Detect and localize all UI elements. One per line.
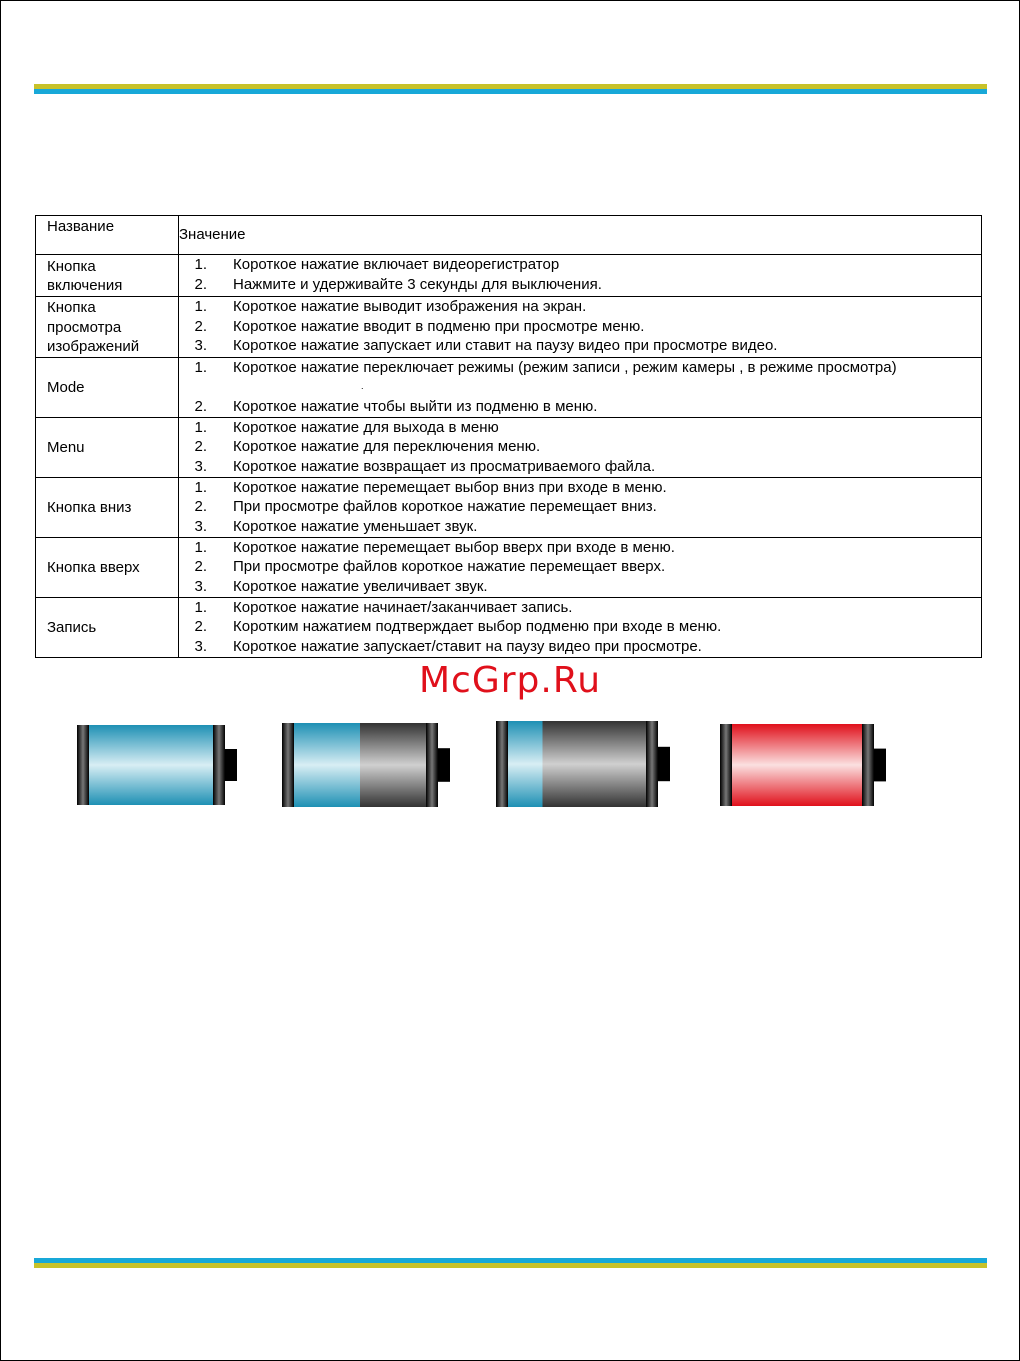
table-row xyxy=(36,255,982,297)
table-row xyxy=(36,537,982,597)
row-value-cell xyxy=(179,357,982,417)
row-name-cell xyxy=(36,597,179,657)
item-text: Короткое нажатие начинает/заканчивает запись. xyxy=(233,598,573,616)
row-name: Кнопка просмотра изображений xyxy=(47,299,140,355)
list-item: 2. При просмотре файлов короткое нажатие перемещает вверх. xyxy=(194,558,666,575)
item-text: Короткое нажатие возвращает из просматриваемого файла. xyxy=(233,457,656,475)
header-stripe xyxy=(34,84,987,94)
row-name-cell xyxy=(36,297,179,358)
row-name-cell xyxy=(36,477,179,537)
battery-left-edge xyxy=(77,725,89,805)
item-text: При просмотре файлов короткое нажатие перемещает вниз. xyxy=(233,498,657,515)
row-name: Запись xyxy=(47,618,97,636)
item-text: Короткое нажатие для переключения меню. xyxy=(233,438,541,455)
item-text: Короткое нажатие запускает или ставит на паузу видео при просмотре видео. xyxy=(233,337,778,354)
item-text: Короткое нажатие переключает режимы (режим записи , режим камеры , в режиме просмотра) xyxy=(233,358,897,376)
list-item: 1. Короткое нажатие для выхода в меню xyxy=(194,418,499,436)
battery-terminal xyxy=(874,749,886,782)
row-name-cell xyxy=(36,357,179,417)
row-value-cell xyxy=(179,537,982,597)
item-text: Короткое нажатие запускает/ставит на паузу видео при просмотре. xyxy=(233,637,702,655)
item-text: Короткое нажатие перемещает выбор вниз при входе в меню. xyxy=(233,478,667,496)
list-item: 2. Нажмите и удерживайте 3 секунды для выключения. xyxy=(194,275,602,293)
item-text: Короткое нажатие увеличивает звук. xyxy=(233,577,488,595)
buttons-table xyxy=(35,215,982,658)
row-name: Кнопка вверх xyxy=(47,558,140,576)
item-list xyxy=(179,598,975,657)
battery-full-icon xyxy=(77,725,241,805)
table-row xyxy=(36,297,982,358)
battery-empty-icon xyxy=(720,724,890,806)
row-value-cell xyxy=(179,297,982,358)
item-list xyxy=(179,255,975,294)
item-text: При просмотре файлов короткое нажатие перемещает вверх. xyxy=(233,558,666,575)
table-header-row xyxy=(36,216,982,255)
header-value-label: Значение xyxy=(179,226,246,244)
item-text: Короткое нажатие вводит в подменю при просмотре меню. xyxy=(233,317,645,335)
list-item: 2. Коротким нажатием подтверждает выбор подменю при входе в меню. xyxy=(194,618,722,635)
list-item: 1. Короткое нажатие включает видеорегистратор xyxy=(194,256,560,273)
item-list xyxy=(179,297,975,356)
footer-stripe xyxy=(34,1258,987,1268)
row-value-cell xyxy=(179,255,982,297)
list-item: 3. Короткое нажатие запускает или ставит на паузу видео при просмотре видео. xyxy=(194,337,778,354)
row-name: Mode xyxy=(47,378,85,396)
item-text: Короткое нажатие включает видеорегистратор xyxy=(233,256,560,273)
item-list xyxy=(179,397,975,417)
table-row xyxy=(36,597,982,657)
list-item: 3. Короткое нажатие запускает/ставит на паузу видео при просмотре. xyxy=(194,637,702,655)
list-item: 3. Короткое нажатие увеличивает звук. xyxy=(194,577,488,595)
row-name: Кнопка вниз xyxy=(47,498,132,516)
battery-low-icon xyxy=(496,721,674,807)
row-name: Кнопка включения xyxy=(47,257,123,294)
item-text: Коротким нажатием подтверждает выбор подменю при входе в меню. xyxy=(233,618,722,635)
table-row xyxy=(36,417,982,477)
row-value-cell xyxy=(179,477,982,537)
item-text: Короткое нажатие перемещает выбор вверх при входе в меню. xyxy=(233,538,675,556)
battery-fill xyxy=(508,721,543,807)
battery-indicators xyxy=(0,715,1020,815)
table-row xyxy=(36,357,982,417)
row-name: Menu xyxy=(47,438,85,456)
header-name-label: Название xyxy=(47,218,115,235)
battery-half-icon xyxy=(282,723,454,807)
list-item: 2. Короткое нажатие для переключения меню. xyxy=(194,438,541,455)
item-list xyxy=(179,358,975,378)
row-value-cell xyxy=(179,597,982,657)
battery-fill xyxy=(732,724,862,806)
battery-fill xyxy=(89,725,213,805)
battery-left-edge xyxy=(720,724,732,806)
list-item: 2. Короткое нажатие вводит в подменю при просмотре меню. xyxy=(194,317,645,335)
list-item: 1. Короткое нажатие переключает режимы (режим записи , режим камеры , в режиме просмотра) xyxy=(194,358,897,376)
battery-left-edge xyxy=(496,721,508,807)
list-item: 1. Короткое нажатие перемещает выбор вверх при входе в меню. xyxy=(194,538,675,556)
row-name-cell xyxy=(36,537,179,597)
item-list xyxy=(179,538,975,597)
table-row xyxy=(36,477,982,537)
battery-right-edge xyxy=(646,721,658,807)
battery-right-edge xyxy=(213,725,225,805)
watermark: McGrp.Ru xyxy=(418,660,602,701)
item-list xyxy=(179,418,975,477)
battery-terminal xyxy=(225,749,237,781)
list-item: 2. При просмотре файлов короткое нажатие перемещает вниз. xyxy=(194,498,657,515)
item-text: Короткое нажатие чтобы выйти из подменю в меню. xyxy=(233,397,598,415)
item-list xyxy=(179,478,975,537)
list-item: 1. Короткое нажатие выводит изображения на экран. xyxy=(194,298,587,315)
list-item: 3. Короткое нажатие уменьшает звук. xyxy=(194,517,478,535)
stray-period: . xyxy=(361,381,364,391)
battery-right-edge xyxy=(862,724,874,806)
item-text: Короткое нажатие уменьшает звук. xyxy=(233,517,478,535)
row-name-cell xyxy=(36,255,179,297)
header-name-cell xyxy=(36,216,179,255)
item-text: Короткое нажатие для выхода в меню xyxy=(233,418,499,436)
battery-right-edge xyxy=(426,723,438,807)
header-value-cell xyxy=(179,216,982,255)
battery-fill xyxy=(294,723,360,807)
battery-left-edge xyxy=(282,723,294,807)
row-value-cell xyxy=(179,417,982,477)
item-text: Короткое нажатие выводит изображения на экран. xyxy=(233,298,587,315)
list-item: 1. Короткое нажатие начинает/заканчивает запись. xyxy=(194,598,573,616)
battery-terminal xyxy=(438,748,450,782)
battery-terminal xyxy=(658,747,670,781)
row-name-cell xyxy=(36,417,179,477)
list-item: 2. Короткое нажатие чтобы выйти из подменю в меню. xyxy=(194,397,598,415)
list-item: 1. Короткое нажатие перемещает выбор вниз при входе в меню. xyxy=(194,478,667,496)
item-text: Нажмите и удерживайте 3 секунды для выключения. xyxy=(233,275,602,293)
list-item: 3. Короткое нажатие возвращает из просматриваемого файла. xyxy=(194,457,656,475)
